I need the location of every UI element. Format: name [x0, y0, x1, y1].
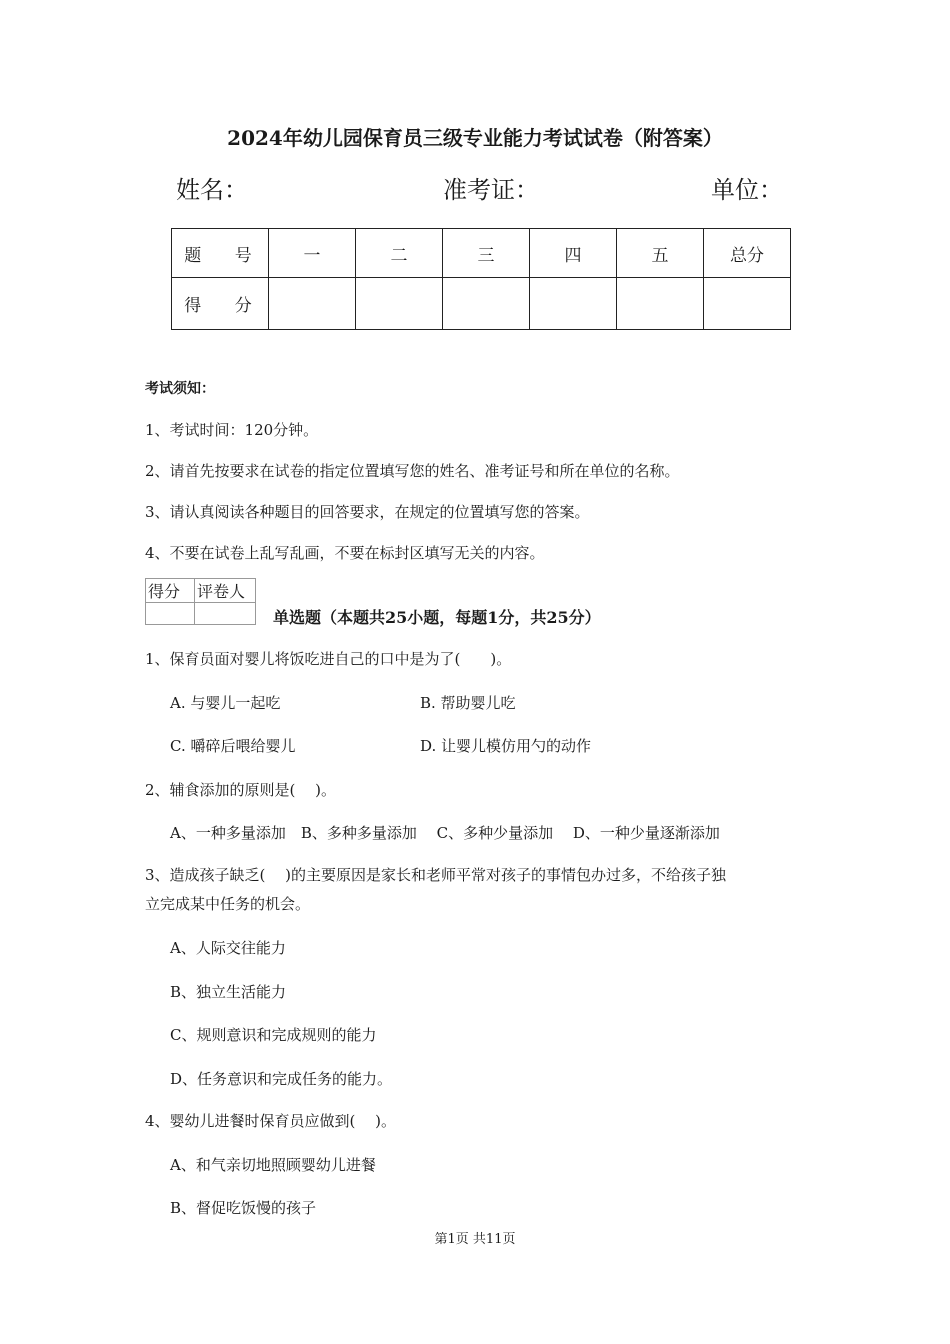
notice-item: 3、请认真阅读各种题目的回答要求，在规定的位置填写您的答案。 [145, 503, 590, 521]
option-a[interactable]: A. 与婴儿一起吃 [170, 694, 281, 712]
option-b[interactable]: B. 帮助婴儿吃 [420, 694, 516, 712]
score-header-3: 三 [443, 229, 530, 278]
score-cell-5[interactable] [617, 278, 704, 330]
score-header-4: 四 [530, 229, 617, 278]
question-stem-continuation: 立完成某中任务的机会。 [145, 895, 311, 913]
option-d[interactable]: D、任务意识和完成任务的能力。 [170, 1070, 393, 1088]
notice-item: 4、不要在试卷上乱写乱画，不要在标封区填写无关的内容。 [145, 544, 545, 562]
score-row-label: 得 分 [172, 278, 269, 330]
score-header-5: 五 [617, 229, 704, 278]
option-c[interactable]: C、规则意识和完成规则的能力 [170, 1026, 377, 1044]
question-stem: 4、婴幼儿进餐时保育员应做到( )。 [145, 1112, 397, 1130]
score-header-2: 二 [356, 229, 443, 278]
grader-name-cell[interactable] [195, 603, 256, 625]
unit-field-label: 单位： [711, 176, 783, 204]
score-cell-4[interactable] [530, 278, 617, 330]
score-header-1: 一 [269, 229, 356, 278]
question-options[interactable]: A、一种多量添加 B、多种多量添加 C、多种少量添加 D、一种少量逐渐添加 [170, 824, 720, 842]
name-field-label: 姓名： [176, 176, 248, 204]
score-cell-3[interactable] [443, 278, 530, 330]
grader-name-label: 评卷人 [195, 579, 256, 603]
score-table-header-row [172, 229, 791, 278]
option-d[interactable]: D. 让婴儿模仿用勺的动作 [420, 737, 592, 755]
option-b[interactable]: B、督促吃饭慢的孩子 [170, 1199, 317, 1217]
page-footer: 第1页 共11页 [434, 1232, 516, 1247]
exam-id-field-label: 准考证： [443, 176, 539, 204]
question-stem: 3、造成孩子缺乏( )的主要原因是家长和老师平常对孩子的事情包办过多，不给孩子独 [145, 866, 727, 884]
grader-score-label: 得分 [146, 579, 195, 603]
score-cell-2[interactable] [356, 278, 443, 330]
score-table-score-row [172, 278, 791, 330]
score-table [171, 228, 791, 330]
notice-heading: 考试须知： [145, 381, 215, 397]
question-stem: 1、保育员面对婴儿将饭吃进自己的口中是为了( )。 [145, 650, 512, 668]
option-c[interactable]: C. 嚼碎后喂给婴儿 [170, 737, 296, 755]
score-header-total: 总分 [704, 229, 791, 278]
option-a[interactable]: A、人际交往能力 [170, 939, 286, 957]
question-number-label: 题 号 [172, 229, 269, 278]
notice-item: 2、请首先按要求在试卷的指定位置填写您的姓名、准考证号和所在单位的名称。 [145, 462, 680, 480]
grader-score-cell[interactable] [146, 603, 195, 625]
option-a[interactable]: A、和气亲切地照顾婴幼儿进餐 [170, 1156, 376, 1174]
score-cell-total[interactable] [704, 278, 791, 330]
page-title: 2024年幼儿园保育员三级专业能力考试试卷（附答案） [227, 126, 723, 150]
notice-item: 1、考试时间：120分钟。 [145, 421, 319, 439]
score-cell-1[interactable] [269, 278, 356, 330]
option-b[interactable]: B、独立生活能力 [170, 983, 287, 1001]
grader-box [145, 578, 256, 625]
section-heading: 单选题（本题共25小题，每题1分，共25分） [273, 608, 601, 627]
question-stem: 2、辅食添加的原则是( )。 [145, 781, 337, 799]
